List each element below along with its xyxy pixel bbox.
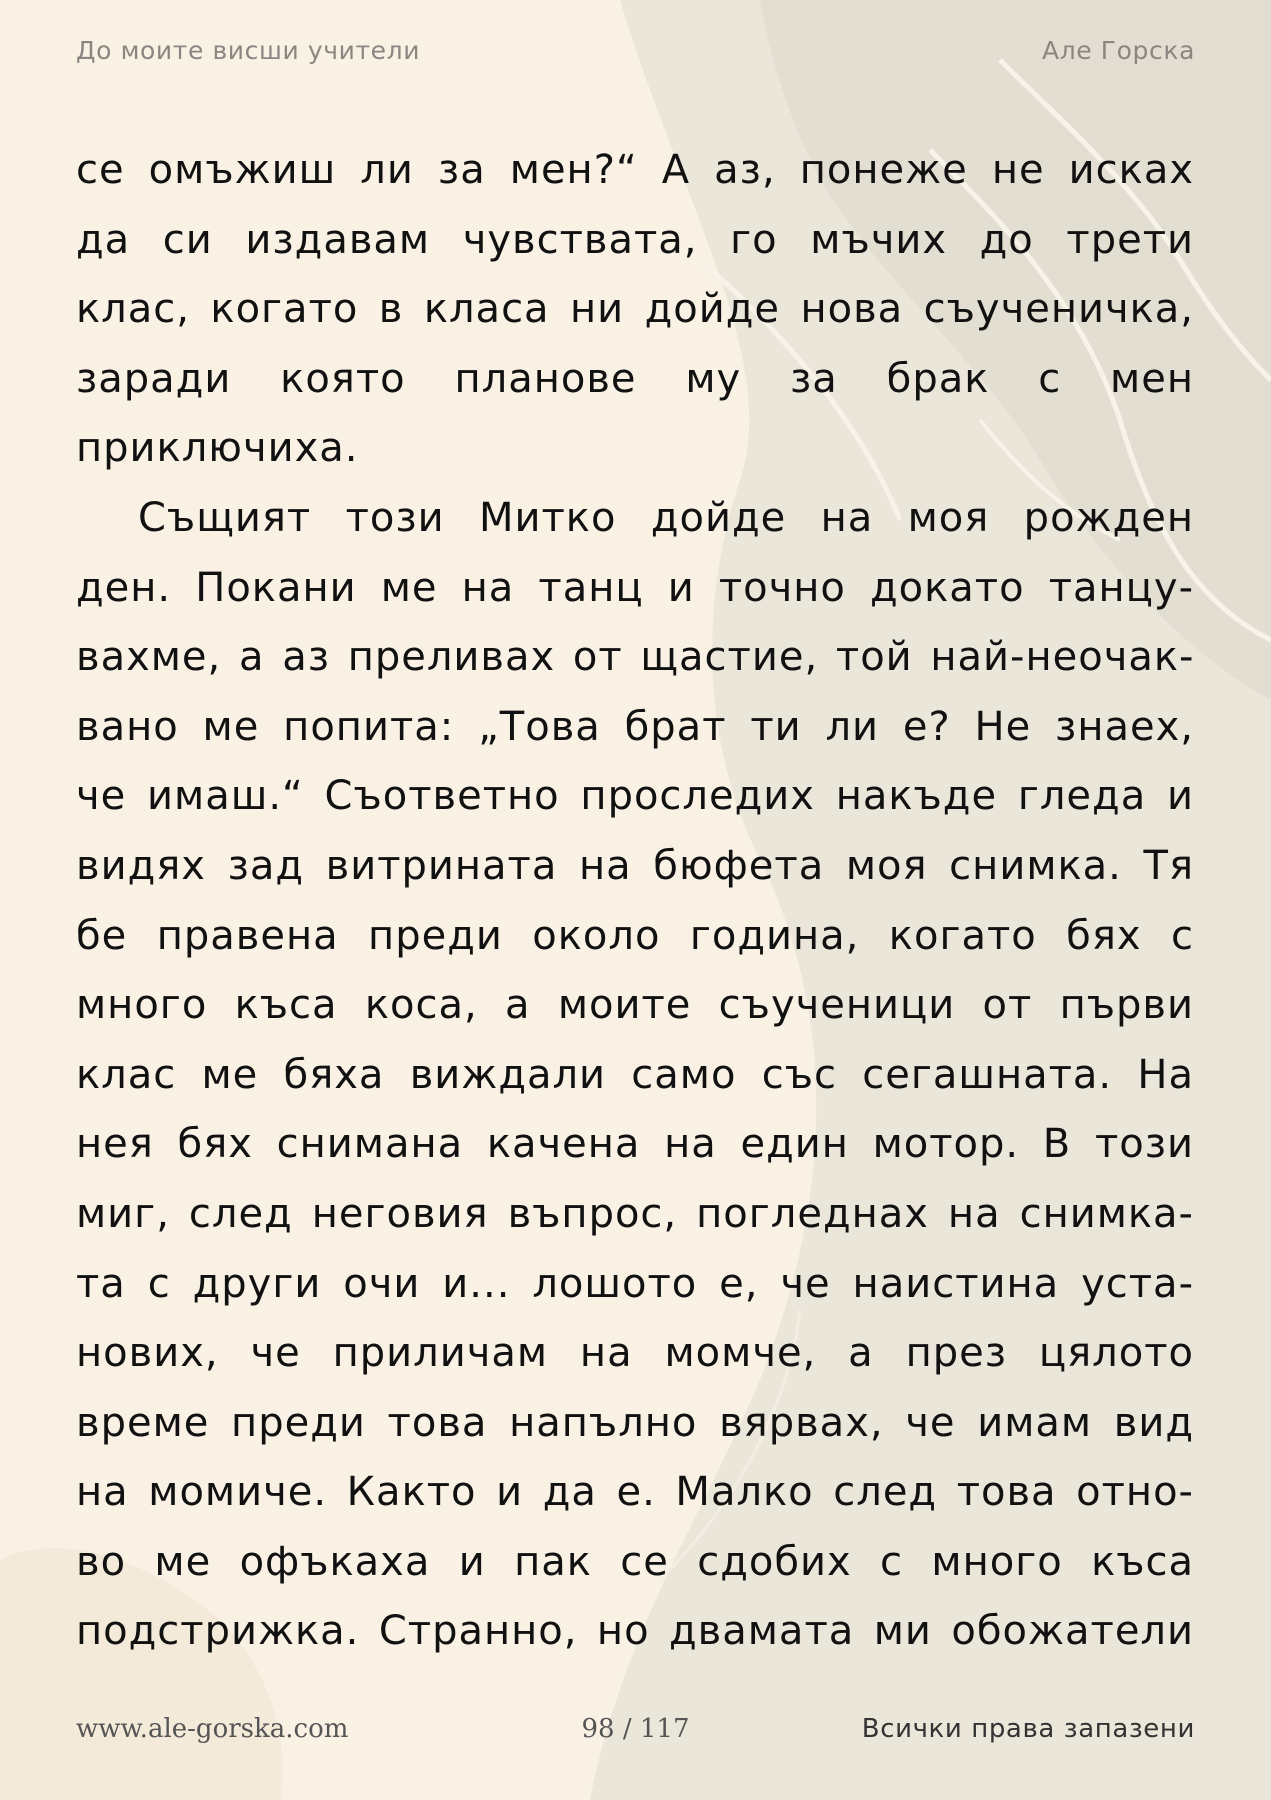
- text-line: во ме офъкаха и пак се сдобих с много къса: [76, 1538, 1194, 1585]
- text-line: много къса коса, а моите съученици от първи: [76, 982, 1194, 1029]
- text-line: се омъжиш ли за мен?“ А аз, понеже не исках: [76, 147, 1194, 193]
- author-name: Але Горска: [1042, 36, 1195, 65]
- text-line: подстрижка. Странно, но двамата ми обожатели: [76, 1608, 1194, 1655]
- text-line: че имаш.“ Съответно проследих накъде гледа и: [76, 773, 1194, 820]
- text-line: нея бях снимана качена на един мотор. В този: [76, 1121, 1194, 1168]
- text-line: миг, след неговия въпрос, погледнах на снимка-: [76, 1190, 1194, 1237]
- paragraph-first-line: Същият този Митко дойде на моя рожден: [138, 494, 1194, 541]
- text-line: клас, когато в класа ни дойде нова съученичка,: [76, 286, 1194, 333]
- website-link[interactable]: www.ale-gorska.com: [76, 1714, 349, 1744]
- text-line: да си издавам чувствата, го мъчих до трети: [76, 216, 1194, 263]
- copyright-notice: Всички права запазени: [861, 1714, 1195, 1744]
- text-line: време преди това напълно вярвах, че имам вид: [76, 1399, 1194, 1446]
- text-line: заради която планове му за брак с мен: [76, 355, 1194, 402]
- text-line: вахме, а аз преливах от щастие, той най-неочак-: [76, 634, 1195, 681]
- text-line: вано ме попита: „Това брат ти ли е? Не знаех,: [76, 703, 1194, 750]
- book-title: До моите висши учители: [76, 36, 421, 65]
- text-line: та с други очи и... лошото е, че наистина уста-: [76, 1260, 1194, 1307]
- text-line: ден. Покани ме на танц и точно докато танцу-: [76, 564, 1194, 611]
- text-line: приключиха.: [76, 425, 359, 472]
- text-line: видях зад витрината на бюфета моя снимка. Тя: [76, 842, 1194, 889]
- page-body: [76, 136, 1194, 1667]
- text-line: нових, че приличам на момче, а през цялото: [76, 1330, 1194, 1377]
- text-line: клас ме бяха виждали само със сегашната. На: [76, 1051, 1194, 1098]
- text-line: на момиче. Както и да е. Малко след това отно-: [76, 1469, 1194, 1516]
- text-line: бе правена преди около година, когато бях с: [76, 912, 1194, 959]
- page-number: 98 / 117: [581, 1714, 690, 1744]
